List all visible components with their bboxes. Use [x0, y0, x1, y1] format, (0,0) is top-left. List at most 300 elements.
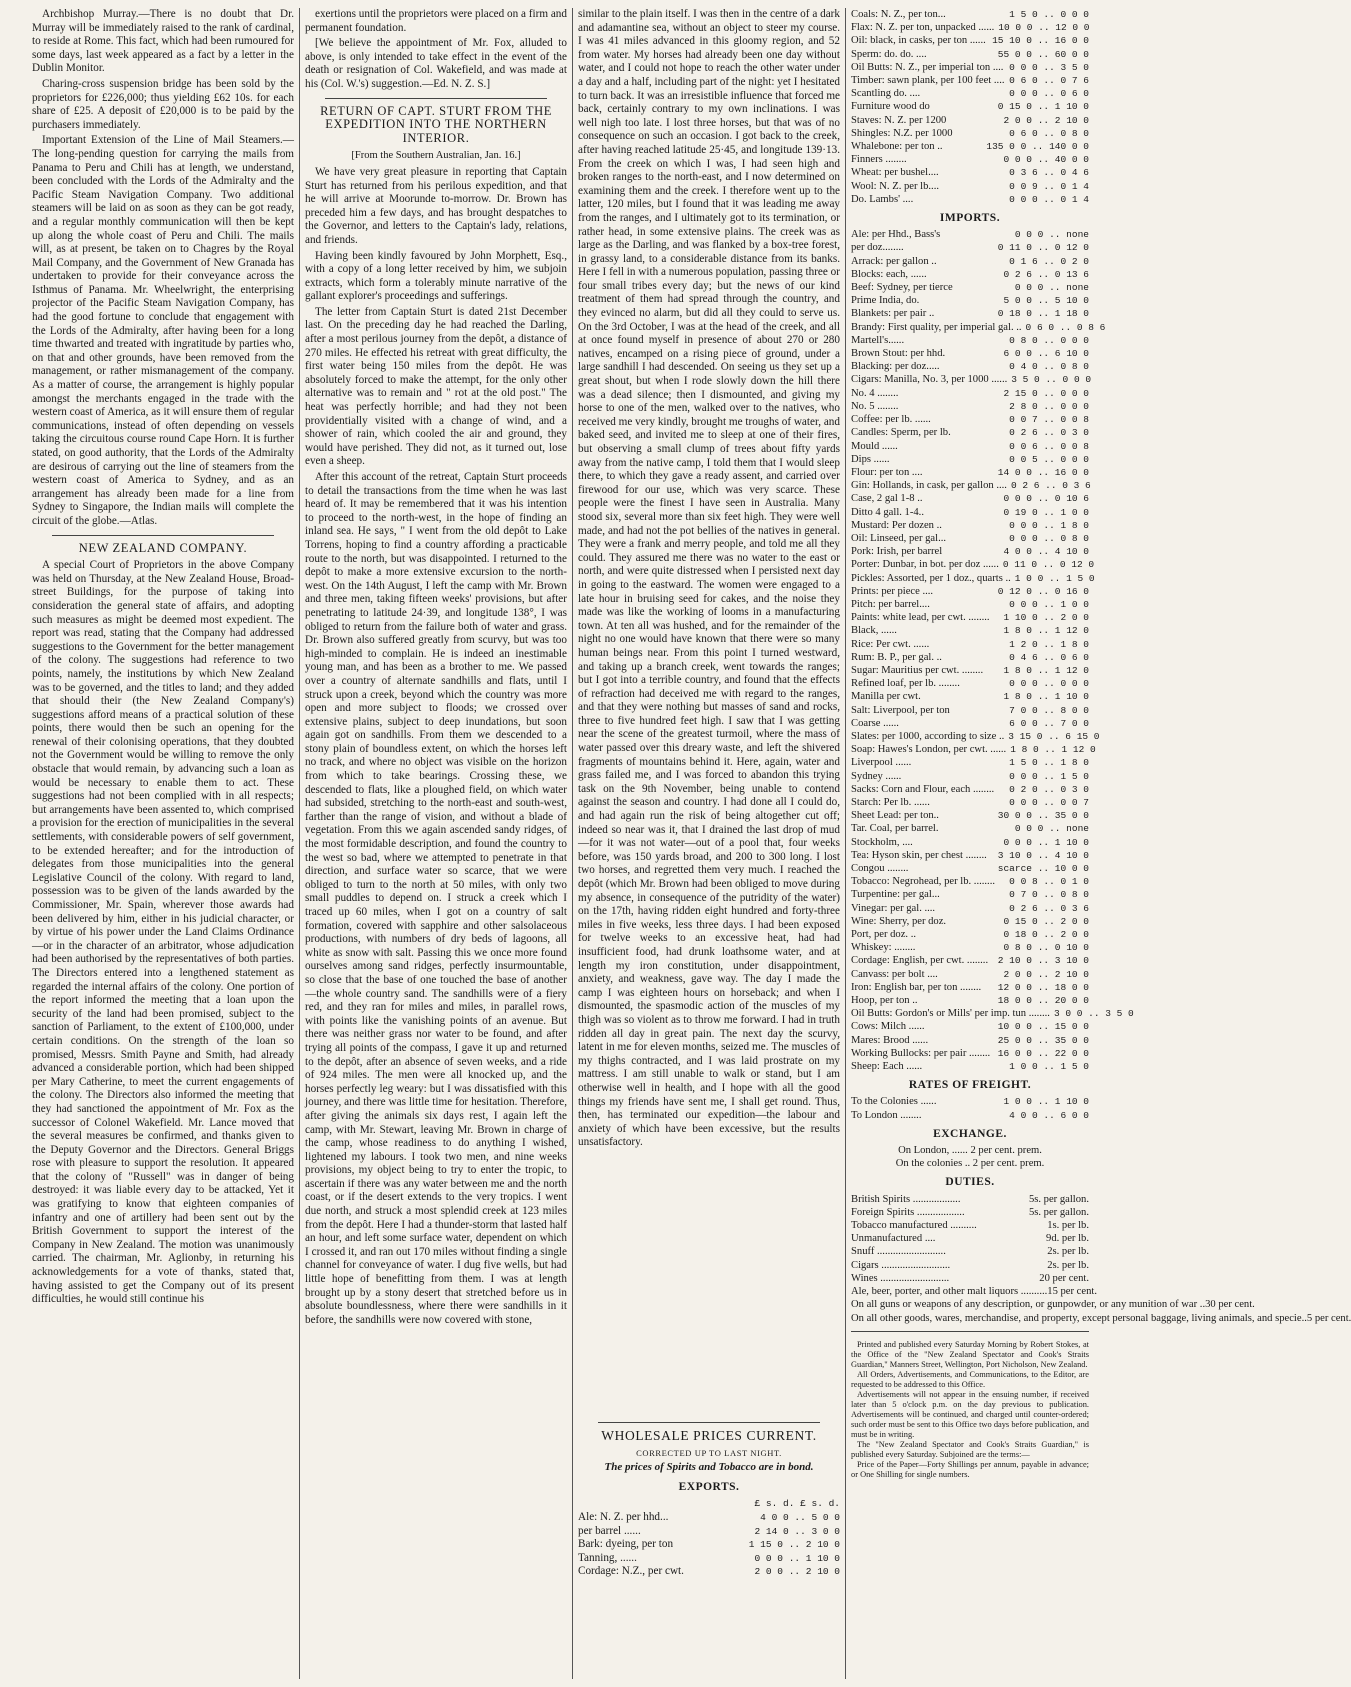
price-row	[851, 928, 1089, 941]
price-row	[851, 74, 1089, 87]
price-item-name: Coals: N. Z., per ton...	[851, 9, 946, 20]
price-item-name: Brown Stout: per hhd.	[851, 348, 946, 360]
price-row	[851, 426, 1089, 439]
duty-rate: 1s. per lb.	[1047, 1220, 1089, 1232]
price-item-name: Staves: N. Z. per 1200	[851, 114, 947, 126]
price-item-name: Rice: Per cwt. ......	[851, 638, 930, 650]
price-item-name: Prime India, do.	[851, 295, 920, 307]
exports-continued-list	[851, 8, 1089, 206]
duty-rate: 5s. per gallon.	[1028, 1206, 1089, 1218]
article-paragraph: A special Court of Proprietors in the above Company was held on Thursday, at the New Zealand House, Broad-street Buildings, for the purpose of taking into consideration the general state of affairs, and adopting such measures as might be deemed most expedient. The report was read, stating that the Company had addressed suggestions to the Government for the better management of the colony. The suggestions had reference to two points, namely, the institutions by which New Zealand was to be governed, and the titles to land; and they added that should their (the New Zealand Company's) suggestions afford means of a practical solution of these points, there would then be such an opening for the renewal of their colonising operations, that they doubted not the Government would be willing to remove the only obstacle that would remain, by advancing such a loan as would be necessary to enable them to act. These suggestions had not been complied with in all respects; but arrangements have been assented to, which comprised a provision for the erection of municipalities in the several settlements, with considerable powers of self government, to be extended hereafter; and for the introduction of delegates from those municipalities into the general Legislative Council of the colony. With regard to land, possession was to be given of the lands awarded by the Commissioner, Mr. Spain, wherever those awards had been delivered by him, either in his judicial character, or by virtue of his power under the Land Claims Ordinance—or in the character of an arbitrator, whose adjudication had been authorised by the representatives of both parties. The Directors entered into a lengthened statement as regarded the internal affairs of the colony. One portion of the report informed the meeting that a loan upon the security of the land had been promised, subject to the sanction of Parliament, to the extent of £100,000, under certain conditions. On the strength of the loan so promised, Messrs. Smith Payne and Smith, had already advanced a considerable portion, which had been shipped per Mary Catherine, to meet the current engagements of the colony. The Directors also informed the meeting that they had sanctioned the appointment of Mr. Fox as the successor of Colonel Wakefield. Mr. Lance moved that the several measures be confirmed, and thanks given to the Deputy Governor and the Directors. General Briggs rose with pleasure to support the resolution. It appeared that the colony of "Russell" was in danger of being destroyed: it was liable every day to be attacked, Yet it was gratifying to know that eighteen companies of infantry and one of artillery had been sent out by the British Government to support the interest of the Company in New Zealand. The motion was unanimously carried. The chairman, Mr. Aglionby, in returning his acknowledgements for a vote of thanks, stated that, having assisted to get the Company out of its present difficulties, he would still continue his	[32, 559, 294, 1306]
price-item-name: Canvass: per bolt ....	[851, 968, 938, 980]
column-3	[578, 8, 840, 1679]
price-row	[851, 193, 1089, 206]
price-item-values: 0 2 0 .. 0 3 0	[1009, 783, 1089, 795]
price-item-values: 0 0 0 .. 40 0 0	[1003, 154, 1089, 166]
price-item-values: 0 8 0 .. 0 10 0	[1003, 942, 1089, 954]
price-row	[851, 730, 1100, 743]
price-row	[851, 519, 1089, 532]
exchange-title: EXCHANGE.	[933, 1127, 1007, 1140]
price-item-name: Pork: Irish, per barrel	[851, 546, 943, 558]
imprint-paragraph: Price of the Paper—Forty Shillings per annum, payable in advance; or One Shilling for single numbers.	[851, 1459, 1089, 1479]
column-rule	[299, 8, 300, 1679]
price-item-values: 2 0 0 .. 2 10 0	[1003, 114, 1089, 126]
price-row	[851, 166, 1089, 179]
price-item-values: 2 0 0 .. 2 10 0	[1003, 968, 1089, 980]
price-item-name: Working Bullocks: per pair ........	[851, 1047, 991, 1059]
price-item-values: 18 0 0 .. 20 0 0	[997, 995, 1089, 1007]
price-item-values: 0 12 0 .. 0 16 0	[997, 585, 1089, 597]
price-item-values: 2 10 0 .. 3 10 0	[997, 955, 1089, 967]
price-item-name: Blankets: per pair ..	[851, 308, 935, 320]
price-item-name: Wheat: per bushel....	[851, 167, 939, 179]
price-item-name: Tobacco: Negrohead, per lb. ........	[851, 876, 995, 888]
price-item-name: Rum: B. P., per gal. ..	[851, 651, 942, 663]
price-item-values: 10 0 0 .. 12 0 0	[998, 22, 1090, 34]
price-row	[851, 228, 1089, 241]
price-item-values: 55 0 0 .. 60 0 0	[997, 48, 1089, 60]
price-item-name: Vinegar: per gal. ....	[851, 902, 936, 914]
wholesale-note: The prices of Spirits and Tobacco are in bond.	[604, 1461, 814, 1474]
divider	[325, 98, 547, 99]
price-item-name: Sacks: Corn and Flour, each ........	[851, 783, 995, 795]
price-item-values: 0 15 0 .. 1 10 0	[997, 101, 1089, 113]
price-item-name: Oil Butts: N. Z., per imperial ton ....	[851, 61, 1004, 73]
price-item-name: Refined loaf, per lb. ........	[851, 678, 960, 690]
article-paragraph: exertions until the proprietors were placed on a firm and permanent foundation.	[305, 8, 567, 34]
price-row	[851, 1020, 1089, 1033]
price-item-values: 0 0 6 .. 0 0 8	[1009, 440, 1089, 452]
price-item-name: Whiskey: ........	[851, 942, 916, 954]
exchange-row: On the colonies .. 2 per cent. prem.	[895, 1158, 1045, 1170]
price-item-name: Hoop, per ton ..	[851, 995, 918, 1007]
price-item-name: Mares: Brood ......	[851, 1034, 929, 1046]
price-item-name: To London ........	[851, 1109, 922, 1121]
divider	[598, 1422, 820, 1423]
freight-title: RATES OF FREIGHT.	[908, 1079, 1032, 1092]
price-row	[851, 61, 1089, 74]
price-item-values: 0 8 0 .. 0 0 0	[1009, 334, 1089, 346]
column-4	[851, 8, 1351, 1679]
exports-list	[578, 1511, 840, 1579]
price-item-name: Oil Butts: Gordon's or Mills' per imp. tun ........	[851, 1008, 1050, 1020]
price-item-name: Martell's......	[851, 334, 905, 346]
price-item-name: Pitch: per barrel....	[851, 598, 930, 610]
price-row	[851, 862, 1089, 875]
price-row	[851, 532, 1089, 545]
price-item-name: Cows: Milch ......	[851, 1021, 925, 1033]
price-row	[851, 888, 1089, 901]
price-item-values: 0 2 6 .. 0 3 6	[1009, 902, 1089, 914]
duty-row	[851, 1232, 1089, 1245]
price-row	[851, 704, 1089, 717]
price-item-name: Manilla per cwt.	[851, 691, 921, 703]
price-item-values: 0 11 0 .. 0 12 0	[1002, 559, 1095, 571]
price-item-values: 0 0 7 .. 0 0 8	[1009, 414, 1089, 426]
price-item-values: 1 5 0 .. 0 0 0	[1009, 9, 1089, 20]
price-row	[851, 770, 1089, 783]
price-item-name: Liverpool ......	[851, 757, 912, 769]
price-row	[578, 1552, 840, 1566]
duty-item: On all other goods, wares, merchandise, and property, except personal baggage, living animals, and specie..	[851, 1312, 1307, 1324]
price-row	[851, 360, 1089, 373]
price-item-values: 2 0 0 .. 2 10 0	[754, 1566, 840, 1578]
price-item-name: Flour: per ton ....	[851, 466, 923, 478]
divider	[851, 1331, 1089, 1332]
duties-title: DUTIES.	[945, 1176, 995, 1189]
price-row	[851, 492, 1089, 505]
price-item-values: 14 0 0 .. 16 0 0	[997, 466, 1089, 478]
price-item-values: 1 0 0 .. 1 10 0	[1003, 1096, 1089, 1108]
duty-rate: 5 per cent.	[1306, 1312, 1351, 1324]
price-item-values: 3 10 0 .. 4 10 0	[997, 849, 1089, 861]
price-item-values: 1 15 0 .. 2 10 0	[748, 1539, 840, 1551]
price-item-name: Gin: Hollands, in cask, per gallon ....	[851, 480, 1007, 492]
duty-row	[851, 1285, 1097, 1298]
price-item-name: Do. Lambs' ....	[851, 193, 914, 205]
price-item-values: 1 0 0 .. 1 5 0	[1014, 572, 1095, 584]
price-item-values: 12 0 0 .. 18 0 0	[997, 981, 1089, 993]
price-row	[851, 440, 1089, 453]
price-row	[851, 664, 1089, 677]
duty-rate: 30 per cent.	[1205, 1299, 1255, 1311]
price-item-name: Wool: N. Z. per lb....	[851, 180, 940, 192]
price-item-values: 1 10 0 .. 2 0 0	[1003, 612, 1089, 624]
price-row	[851, 677, 1089, 690]
column-rule	[845, 8, 846, 1679]
price-row	[851, 756, 1089, 769]
imprint-paragraph: Printed and published every Saturday Morning by Robert Stokes, at the Office of the "New Zealand Spectator and Cook's Straits Guardian," Manners Street, Wellington, Port Nicholson, New Zealand.	[851, 1339, 1089, 1369]
price-item-values: 2 8 0 .. 0 0 0	[1009, 400, 1089, 412]
price-row	[851, 1109, 1089, 1122]
price-item-name: Soap: Hawes's London, per cwt. ......	[851, 744, 1007, 756]
column-1	[32, 8, 294, 1679]
price-row	[851, 466, 1089, 479]
duties-list	[851, 1193, 1351, 1325]
price-item-values: 7 0 0 .. 8 0 0	[1009, 704, 1089, 716]
price-item-values: 3 5 0 .. 0 0 0	[1011, 374, 1092, 386]
wholesale-title: WHOLESALE PRICES CURRENT.	[601, 1428, 817, 1443]
price-item-name: Coarse ......	[851, 717, 899, 729]
price-item-name: Oil: black, in casks, per ton ......	[851, 35, 986, 47]
price-row	[851, 836, 1089, 849]
price-item-values: 15 10 0 .. 16 0 0	[992, 35, 1089, 47]
price-item-name: Wine: Sherry, per doz.	[851, 915, 947, 927]
price-item-values: 3 15 0 .. 6 15 0	[1008, 730, 1100, 742]
price-item-name: Ditto 4 gall. 1-4..	[851, 506, 924, 518]
article-continuation	[578, 8, 840, 1416]
price-row	[851, 598, 1089, 611]
price-item-values: 2 15 0 .. 0 0 0	[1003, 387, 1089, 399]
price-row	[851, 294, 1089, 307]
price-row	[851, 545, 1089, 558]
price-item-name: Tea: Hyson skin, per chest ........	[851, 849, 987, 861]
price-row	[851, 954, 1089, 967]
price-item-name: Blacking: per doz.....	[851, 361, 940, 373]
price-item-values: 5 0 0 .. 5 10 0	[1003, 295, 1089, 307]
price-row	[851, 1007, 1134, 1020]
price-row	[851, 180, 1089, 193]
price-row	[851, 902, 1089, 915]
duty-row	[851, 1193, 1089, 1206]
price-row	[851, 783, 1089, 796]
article-heading: RETURN OF CAPT. STURT FROM THE EXPEDITION INTO THE NORTHERN INTERIOR.	[320, 103, 552, 145]
price-item-values: 0 0 0 .. 0 0 0	[1009, 678, 1089, 690]
price-item-values: 0 0 0 .. 1 10 0	[1003, 836, 1089, 848]
price-row	[851, 479, 1089, 492]
price-item-name: Cordage: N.Z., per cwt.	[578, 1565, 684, 1578]
price-row	[851, 241, 1089, 254]
article-paragraph: After this account of the retreat, Captain Sturt proceeds to detail the transactions from the time when he was last heard of. It may be remembered that it was his intention to proceed to the north-west, in the hope of finding an inland sea. He says, " I went from the old depôt to Lake Torrens, hoping to find a country affording a practicable route to the north, but was disappointed. I returned to the depôt to make a more extensive excursion to the north-west. On the 14th August, I left the camp with Mr. Brown and three men, taking fifteen weeks' provisions, but after penetrating to latitude 24·39, and longitude 138°, I was obliged to return from the failure both of water and grass. Dr. Brown also suffered greatly from scurvy, but was too high-minded to complain. He is indeed an inestimable young man, and has been as a brother to me. We passed over a country of alternate sandhills and flats, until I struck upon a creek, beyond which the country was more open and more subject to floods; we crossed over extensive plains, subject to deep inundations, but soon again got on sandhills. From them we descended to a stony plain of boundless extent, on which the horses left no track, and where no object was visible on the horizon from which to take bearings. Crossing these, we descended to flats, like a ploughed field, on which water had subsided, stretching to the north-east and south-west, farther than the range of vision, and without a blade of vegetation. From this we again ascended sandy ridges, of the most formidable description, and found the country to the west so bad, where we attempted to penetrate in that direction, and surface water so scarce, that we were obliged to turn to the north at 50 miles, with only two small puddles to depend on. I struck a creek which I traced up 60 miles, when I got on a country of salt formation, covered with sapphire and other salsolaceous productions, with numbers of dry beds of lagoons, all white as snow with salt. Passing this we once more found ourselves among sand ridges, perfectly insurmountable, so close that the base of one touched the base of another—the whole country sand. The sandhills were of a fiery red, and they ran for miles and miles, in parallel rows, with points like the vanishing points of an avenue. But there was neither grass nor water to be found, and after trying all points of the compass, I gave it up and returned to the depôt, after an absence of seven weeks, and a ride of 924 miles. The men were all knocked up, and the horses perfectly leg weary: but I was dissatisfied with this journey, and there was little time for hesitation. Therefore, after giving the animals six days rest, I again left the camp, with Mr. Stewart, leaving Mr. Brown in charge of the camp, whose readiness to do anything I wished, lightened my labours. I took two men, and nine weeks provisions, my object being to try to enter the tropic, to ascertain if there was any water between me and the north coast, or if the desert extends to the very tropics. I went due north, and struck a most splendid creek at 123 miles from the depôt. Here I had a thunder-storm that lasted half an hour, and left some surface water, dependent on which I crossed it, and ran out 170 miles without finding a single channel for conveyance of water. I dug five wells, but had little hope of benefitting from them. I was at length brought up by a stony desert that stretched before us in absolute boundlessness, where there were sandhills in it before, the sandhills were now covered with stone,	[305, 471, 567, 1326]
duty-row	[851, 1219, 1089, 1232]
price-row	[851, 717, 1089, 730]
price-row	[851, 87, 1089, 100]
duty-rate: 2s. per lb.	[1047, 1259, 1089, 1271]
price-item-name: Blocks: each, ......	[851, 268, 927, 280]
price-row	[851, 1034, 1089, 1047]
imports-title: IMPORTS.	[939, 212, 1001, 225]
duty-item: Foreign Spirits ..................	[851, 1206, 965, 1218]
duty-item: British Spirits ..................	[851, 1193, 961, 1205]
price-item-values: 0 0 0 .. 0 6 0	[1009, 88, 1089, 100]
price-row	[851, 506, 1089, 519]
price-row	[851, 281, 1089, 294]
price-item-values: 0 0 0 .. none	[1014, 282, 1089, 294]
price-item-values: 0 0 0 .. 1 0 0	[1009, 598, 1089, 610]
price-item-values: 1 2 0 .. 1 8 0	[1009, 638, 1089, 650]
duty-rate: 2s. per lb.	[1047, 1246, 1089, 1258]
duty-row	[851, 1206, 1089, 1219]
price-row	[851, 321, 1106, 334]
price-item-values: 0 0 0 .. none	[1014, 823, 1089, 835]
price-row	[851, 941, 1089, 954]
price-item-name: Iron: English bar, per ton ........	[851, 981, 982, 993]
price-item-values: 1 8 0 .. 1 10 0	[1003, 691, 1089, 703]
price-item-name: Cordage: English, per cwt. ........	[851, 955, 989, 967]
price-item-name: Furniture wood do	[851, 101, 930, 113]
imprint-paragraph: Advertisements will not appear in the ensuing number, if received later than 5 o'clock p.m. on the day previous to publication. Advertisements will be continued, and charged until counter-ordered; such order must be sent to this Office two days before publication, and must be in writing.	[851, 1389, 1089, 1439]
price-row	[851, 453, 1089, 466]
price-item-name: Oil: Linseed, per gal...	[851, 532, 947, 544]
price-row	[578, 1565, 840, 1579]
price-item-name: Beef: Sydney, per tierce	[851, 282, 953, 294]
price-item-values: 0 0 8 .. 0 1 0	[1009, 876, 1089, 888]
price-item-values: 0 11 0 .. 0 12 0	[997, 242, 1089, 254]
price-item-name: To the Colonies ......	[851, 1096, 937, 1108]
price-item-name: Ale: per Hhd., Bass's	[851, 229, 941, 241]
price-item-name: Flax: N. Z. per ton, unpacked ......	[851, 22, 995, 34]
price-item-values: 0 0 0 .. 3 5 0	[1009, 61, 1089, 73]
price-row	[851, 1047, 1089, 1060]
price-row	[851, 572, 1095, 585]
column-2	[305, 8, 567, 1679]
price-row	[578, 1511, 840, 1525]
price-item-values: 0 2 6 .. 0 3 0	[1009, 427, 1089, 439]
price-item-name: Slates: per 1000, according to size ..	[851, 730, 1005, 742]
column-rule	[572, 8, 573, 1679]
price-item-name: Candles: Sperm, per lb.	[851, 427, 951, 439]
duty-item: On all guns or weapons of any description, or gunpowder, or any munition of war ..	[851, 1299, 1206, 1311]
price-item-name: Brandy: First quality, per imperial gal. ..	[851, 321, 1022, 333]
duty-item: Snuff ..........................	[851, 1246, 946, 1258]
price-row	[851, 968, 1089, 981]
article-paragraph: Having been kindly favoured by John Morphett, Esq., with a copy of a long letter received by him, we subjoin extracts, which form a tolerably minute narrative of the gallant explorer's proceedings and sufferings.	[305, 249, 567, 303]
price-item-name: No. 4 ........	[851, 387, 899, 399]
price-row	[851, 994, 1089, 1007]
price-item-values: 16 0 0 .. 22 0 0	[997, 1047, 1089, 1059]
price-row	[851, 558, 1095, 571]
price-item-name: Porter: Dunbar, in bot. per doz ......	[851, 559, 999, 571]
price-item-values: 30 0 0 .. 35 0 0	[997, 810, 1089, 822]
price-item-values: scarce .. 10 0 0	[997, 863, 1089, 874]
price-item-values: 135 0 0 .. 140 0 0	[986, 141, 1089, 153]
price-item-values: 0 18 0 .. 1 18 0	[997, 308, 1089, 320]
duty-item: Cigars ..........................	[851, 1259, 951, 1271]
price-row	[851, 387, 1089, 400]
duty-item: Wines ..........................	[851, 1272, 950, 1284]
price-row	[851, 849, 1089, 862]
price-row	[851, 981, 1089, 994]
price-row	[851, 1095, 1089, 1108]
price-item-name: Prints: per piece ....	[851, 585, 934, 597]
price-item-name: Stockholm, ....	[851, 836, 913, 848]
price-item-values: 0 19 0 .. 1 0 0	[1003, 506, 1089, 518]
freight-list	[851, 1095, 1089, 1121]
price-item-name: Pickles: Assorted, per 1 doz., quarts ..	[851, 572, 1011, 584]
price-item-values: 0 0 0 .. 0 1 4	[1009, 193, 1089, 205]
price-row	[578, 1525, 840, 1539]
price-item-name: Sheet Lead: per ton..	[851, 810, 939, 822]
price-item-values: 6 0 0 .. 6 10 0	[1003, 348, 1089, 360]
price-item-values: 1 0 0 .. 1 5 0	[1009, 1061, 1089, 1073]
duty-item: Tobacco manufactured ..........	[851, 1220, 977, 1232]
price-item-name: Cigars: Manilla, No. 3, per 1000 ......	[851, 374, 1008, 386]
price-item-values: 4 0 0 .. 5 0 0	[760, 1511, 840, 1523]
price-item-values: 1 5 0 .. 1 8 0	[1009, 757, 1089, 769]
price-item-values: 0 7 0 .. 0 8 0	[1009, 889, 1089, 901]
price-item-values: 0 0 0 .. 1 5 0	[1009, 770, 1089, 782]
article-paragraph: Charing-cross suspension bridge has been sold by the proprietors for £226,000; thus yielding £62 10s. for each share of £25. A deposit of £20,000 is to be paid by the purchasers immediately.	[32, 77, 294, 131]
price-item-values: 0 6 0 .. 0 8 6	[1025, 321, 1106, 333]
article-heading: NEW ZEALAND COMPANY.	[78, 540, 248, 555]
price-item-name: Paints: white lead, per cwt. ........	[851, 612, 990, 624]
price-row	[851, 100, 1089, 113]
price-item-values: 0 4 6 .. 0 6 0	[1009, 651, 1089, 663]
price-row	[851, 413, 1089, 426]
price-row	[578, 1538, 840, 1552]
price-item-values: 4 0 0 .. 6 0 0	[1009, 1109, 1089, 1121]
price-item-values: 0 3 6 .. 0 4 6	[1009, 167, 1089, 179]
price-row	[851, 140, 1089, 153]
duty-item: Ale, beer, porter, and other malt liquors ..........	[851, 1286, 1048, 1298]
price-item-name: per barrel ......	[578, 1524, 641, 1537]
price-row	[851, 585, 1089, 598]
price-item-values: 1 8 0 .. 1 12 0	[1003, 625, 1089, 637]
price-item-name: Starch: Per lb. ......	[851, 796, 930, 808]
price-item-values: 0 6 0 .. 0 7 6	[1009, 75, 1089, 87]
price-item-name: Tar. Coal, per barrel.	[851, 823, 939, 835]
price-row	[851, 347, 1089, 360]
price-item-values: 0 1 6 .. 0 2 0	[1009, 255, 1089, 267]
price-row	[851, 743, 1096, 756]
price-item-name: Sugar: Mauritius per cwt. ........	[851, 664, 984, 676]
price-item-values: 10 0 0 .. 15 0 0	[997, 1021, 1089, 1033]
price-item-name: Sheep: Each ......	[851, 1061, 923, 1073]
price-row	[851, 796, 1089, 809]
price-item-values: 0 0 9 .. 0 1 4	[1009, 180, 1089, 192]
price-item-name: Ale: N. Z. per hhd...	[578, 1510, 669, 1523]
price-row	[851, 268, 1089, 281]
price-row	[851, 21, 1089, 34]
price-item-name: Black, ......	[851, 625, 897, 637]
article-source: [From the Southern Australian, Jan. 16.]	[351, 150, 521, 162]
unit-header: £ s. d. £ s. d.	[754, 1498, 840, 1510]
article-paragraph: [We believe the appointment of Mr. Fox, alluded to above, is only intended to take effect in the event of the death or resignation of Col. Wakefield, and was made at his (Col. W.'s) suggestion.—Ed. N. Z. S.]	[305, 37, 567, 90]
duty-row	[851, 1245, 1089, 1258]
price-row	[851, 8, 1089, 21]
price-row	[851, 690, 1089, 703]
price-item-values: 0 0 0 .. 0 8 0	[1009, 532, 1089, 544]
duty-row	[851, 1272, 1089, 1285]
price-item-values: 0 0 0 .. 0 0 7	[1009, 796, 1089, 808]
price-item-values: 2 14 0 .. 3 0 0	[754, 1525, 840, 1537]
article-paragraph: We have very great pleasure in reporting that Captain Sturt has returned from his perilous expedition, and that he will arrive at Moorunde to-morrow. Dr. Brown has preceded him a few days, and has brought despatches to the Governor, and letters to the Captain's lady, relations, and friends.	[305, 165, 567, 246]
duty-row	[851, 1298, 1255, 1311]
article-paragraph: The letter from Captain Sturt is dated 21st December last. On the preceding day he had reached the Darling, after a most perilous journey from the depôt, a distance of 270 miles. He effected his retreat with great difficulty, the first water being 150 miles from the depôt. He was absolutely forced to make the attempt, for the only other alternative was to remain and " rot at the old post." The heat was perfectly horrible; and had they not been providentially visited with a change of wind, and a shower of rain, which cooled the air and ground, they would have perished. They did not, as it turned out, lose even a sheep.	[305, 305, 567, 468]
price-row	[851, 809, 1089, 822]
price-item-name: Finners ........	[851, 154, 907, 166]
price-row	[851, 34, 1089, 47]
price-item-values: 0 0 0 .. 0 10 6	[1003, 493, 1089, 505]
price-item-name: Arrack: per gallon ..	[851, 255, 937, 267]
price-item-name: Case, 2 gal 1-8 ..	[851, 493, 923, 505]
price-row	[851, 875, 1089, 888]
duty-row	[851, 1259, 1089, 1272]
price-item-values: 1 8 0 .. 1 12 0	[1003, 664, 1089, 676]
duty-item: Unmanufactured ....	[851, 1233, 936, 1245]
price-item-name: Coffee: per lb. ......	[851, 414, 931, 426]
price-item-name: Shingles: N.Z. per 1000	[851, 127, 953, 139]
price-row	[851, 373, 1092, 386]
duty-rate: 15 per cent.	[1047, 1286, 1097, 1298]
price-item-name: Port, per doz. ..	[851, 929, 917, 941]
price-item-name: Sydney ......	[851, 770, 902, 782]
price-item-name: per doz........	[851, 242, 904, 254]
exchange-row: On London, ...... 2 per cent. prem.	[898, 1145, 1042, 1157]
article-paragraph: Archbishop Murray.—There is no doubt that Dr. Murray will be immediately raised to the rank of cardinal, to reside at Rome. This fact, which had been rumoured for some days, last week appeared as a fact by a letter in the Dublin Monitor.	[32, 8, 294, 75]
article-paragraph: similar to the plain itself. I was then in the centre of a dark and adamantine sea, without an object to steer my course. I was 41 miles advanced in this gloomy region, and 52 from water. My horses had already been one day without water, and I could not hope to reach the other water under a day and a half, including part of the night: yet I hesitated to turn back. It was an irresistible influence that forced me back, certainly contrary to my own inclinations. I was well nigh too late. I lost three horses, but that was of no consequence on such an occasion. I got back to the creek, after having reached latitude 25·45, and longitude 139·13. From the creek on which I was, I had seen high and broken ranges to the north-east, and I now determined on examining them and the creek. I therefore went up to the latter, 120 miles, but I found that it was leading me away from the ranges, and I ultimately got to its termination, or rather head, in some extensive plains. The creek was as large as the Darling, and was flanked by a box-tree forest, in grassy land, to a considerable distance from its banks. Here I fell in with a numerous population, passing three or four small tribes every day; but the news of our kind treatment of them had spread through the country, and they evinced no alarm, but did all they could to serve us. On the 3rd October, I was at the head of the creek, and all at once found myself in presence of about 270 or 280 natives, encamped on a rising piece of ground, under a large sandhill I had descended. On seeing us they set up a great shout, but when I rode slowly down the hill there was a dead silence; then I dismounted, and giving my horse to one of the men, walked over to the natives, who received me very kindly, brought me troughs of water, and baked seed, and invited me to sleep at one of their fires, but observing a small clump of trees about fifty yards away from the native camp, I told them that I would sleep there, to which they gave a ready assent, and carried over firewood for our use, which was very scarce. These people were the finest I have seen in Australia. Many stood six, several more than six feet high. They were well made, and had not the pot bellies of the natives in general. They were a frank and merry people, and told me all they could. They assured me there was no water to the east or north, and were quite distressed when I persisted next day in going to the eastward. The women were engaged to a late hour in bruising seed for cakes, and the noise they made was like the working of looms in a manufacturing town. At ten all was hushed, and for the remainder of the night no one would have known that there were so many human beings near. From this point I turned westward, and taking up a branch creek, went towards the ranges; but I got into a terrible country, and found that the effects of refraction had deceived me with regard to the ranges, and that they were nothing but masses of sand and rocks, three to five hundred feet high. I saw that I was getting near the scene of the greatest turmoil, where the mass of water passed over this dreary waste, and left the shivered fragments of mountains behind it. Here, again, water and grass failed me, and I was forced to abandon this trying task on the 9th November, being unable to contend against the season and country. I had done all I could do, and had again run the risk of being altogether cut off; indeed so near was it, that I drained the last drop of mud—for it was not water—out of a pool that, four weeks before, was 150 yards broad, and 200 to 300 long. I lost two horses, and regretted them very much. I reached the depôt (which Mr. Brown had been obliged to move during my absence, in consequence of the putridity of the water) on the 17th, having ridden eight hundred and forty-three miles in five weeks, less three days. I had been exposed for twelve weeks to an excessive heat, had had insufficient food, had drunk loathsome water, and at length my iron constitution, under disappointment, anxiety, and weakness, gave way. The day I made the camp I was eighteen hours on horseback; and when I dismounted, the spasmodic action of the muscles of my thigh was so violent as to throw me forward. I had in truth ridden all day in great pain. The next day the scurvy, latent in me for eleven months, seized me. The muscles of my thighs contracted, and I was laid prostrate on my mattress. I am still unable to walk or stand, but I am otherwise well in health, and I hope with all the good things my friends have sent me, I shall get round. Thus, then, has terminated our expedition—the labour and anxiety of which have been excessive, but the results unsatisfactory.	[578, 8, 840, 1149]
price-row	[851, 114, 1089, 127]
price-item-values: 6 0 0 .. 7 0 0	[1009, 717, 1089, 729]
exports-title: EXPORTS.	[678, 1480, 740, 1493]
price-item-values: 0 0 5 .. 0 0 0	[1009, 453, 1089, 465]
duty-rate: 9d. per lb.	[1046, 1233, 1089, 1245]
imports-list	[851, 228, 1134, 1073]
price-item-name: Salt: Liverpool, per ton	[851, 704, 950, 716]
price-row	[851, 153, 1089, 166]
price-row	[851, 127, 1089, 140]
imprint	[851, 1340, 1089, 1480]
price-item-values: 0 15 0 .. 2 0 0	[1003, 915, 1089, 927]
price-item-name: No. 5 ........	[851, 400, 899, 412]
price-row	[851, 638, 1089, 651]
price-item-name: Sperm: do. do. ....	[851, 48, 927, 60]
price-row	[851, 651, 1089, 664]
price-row	[851, 400, 1089, 413]
price-item-values: 0 2 6 .. 0 3 6	[1010, 480, 1091, 492]
price-item-values: 25 0 0 .. 35 0 0	[997, 1034, 1089, 1046]
price-row	[851, 255, 1089, 268]
